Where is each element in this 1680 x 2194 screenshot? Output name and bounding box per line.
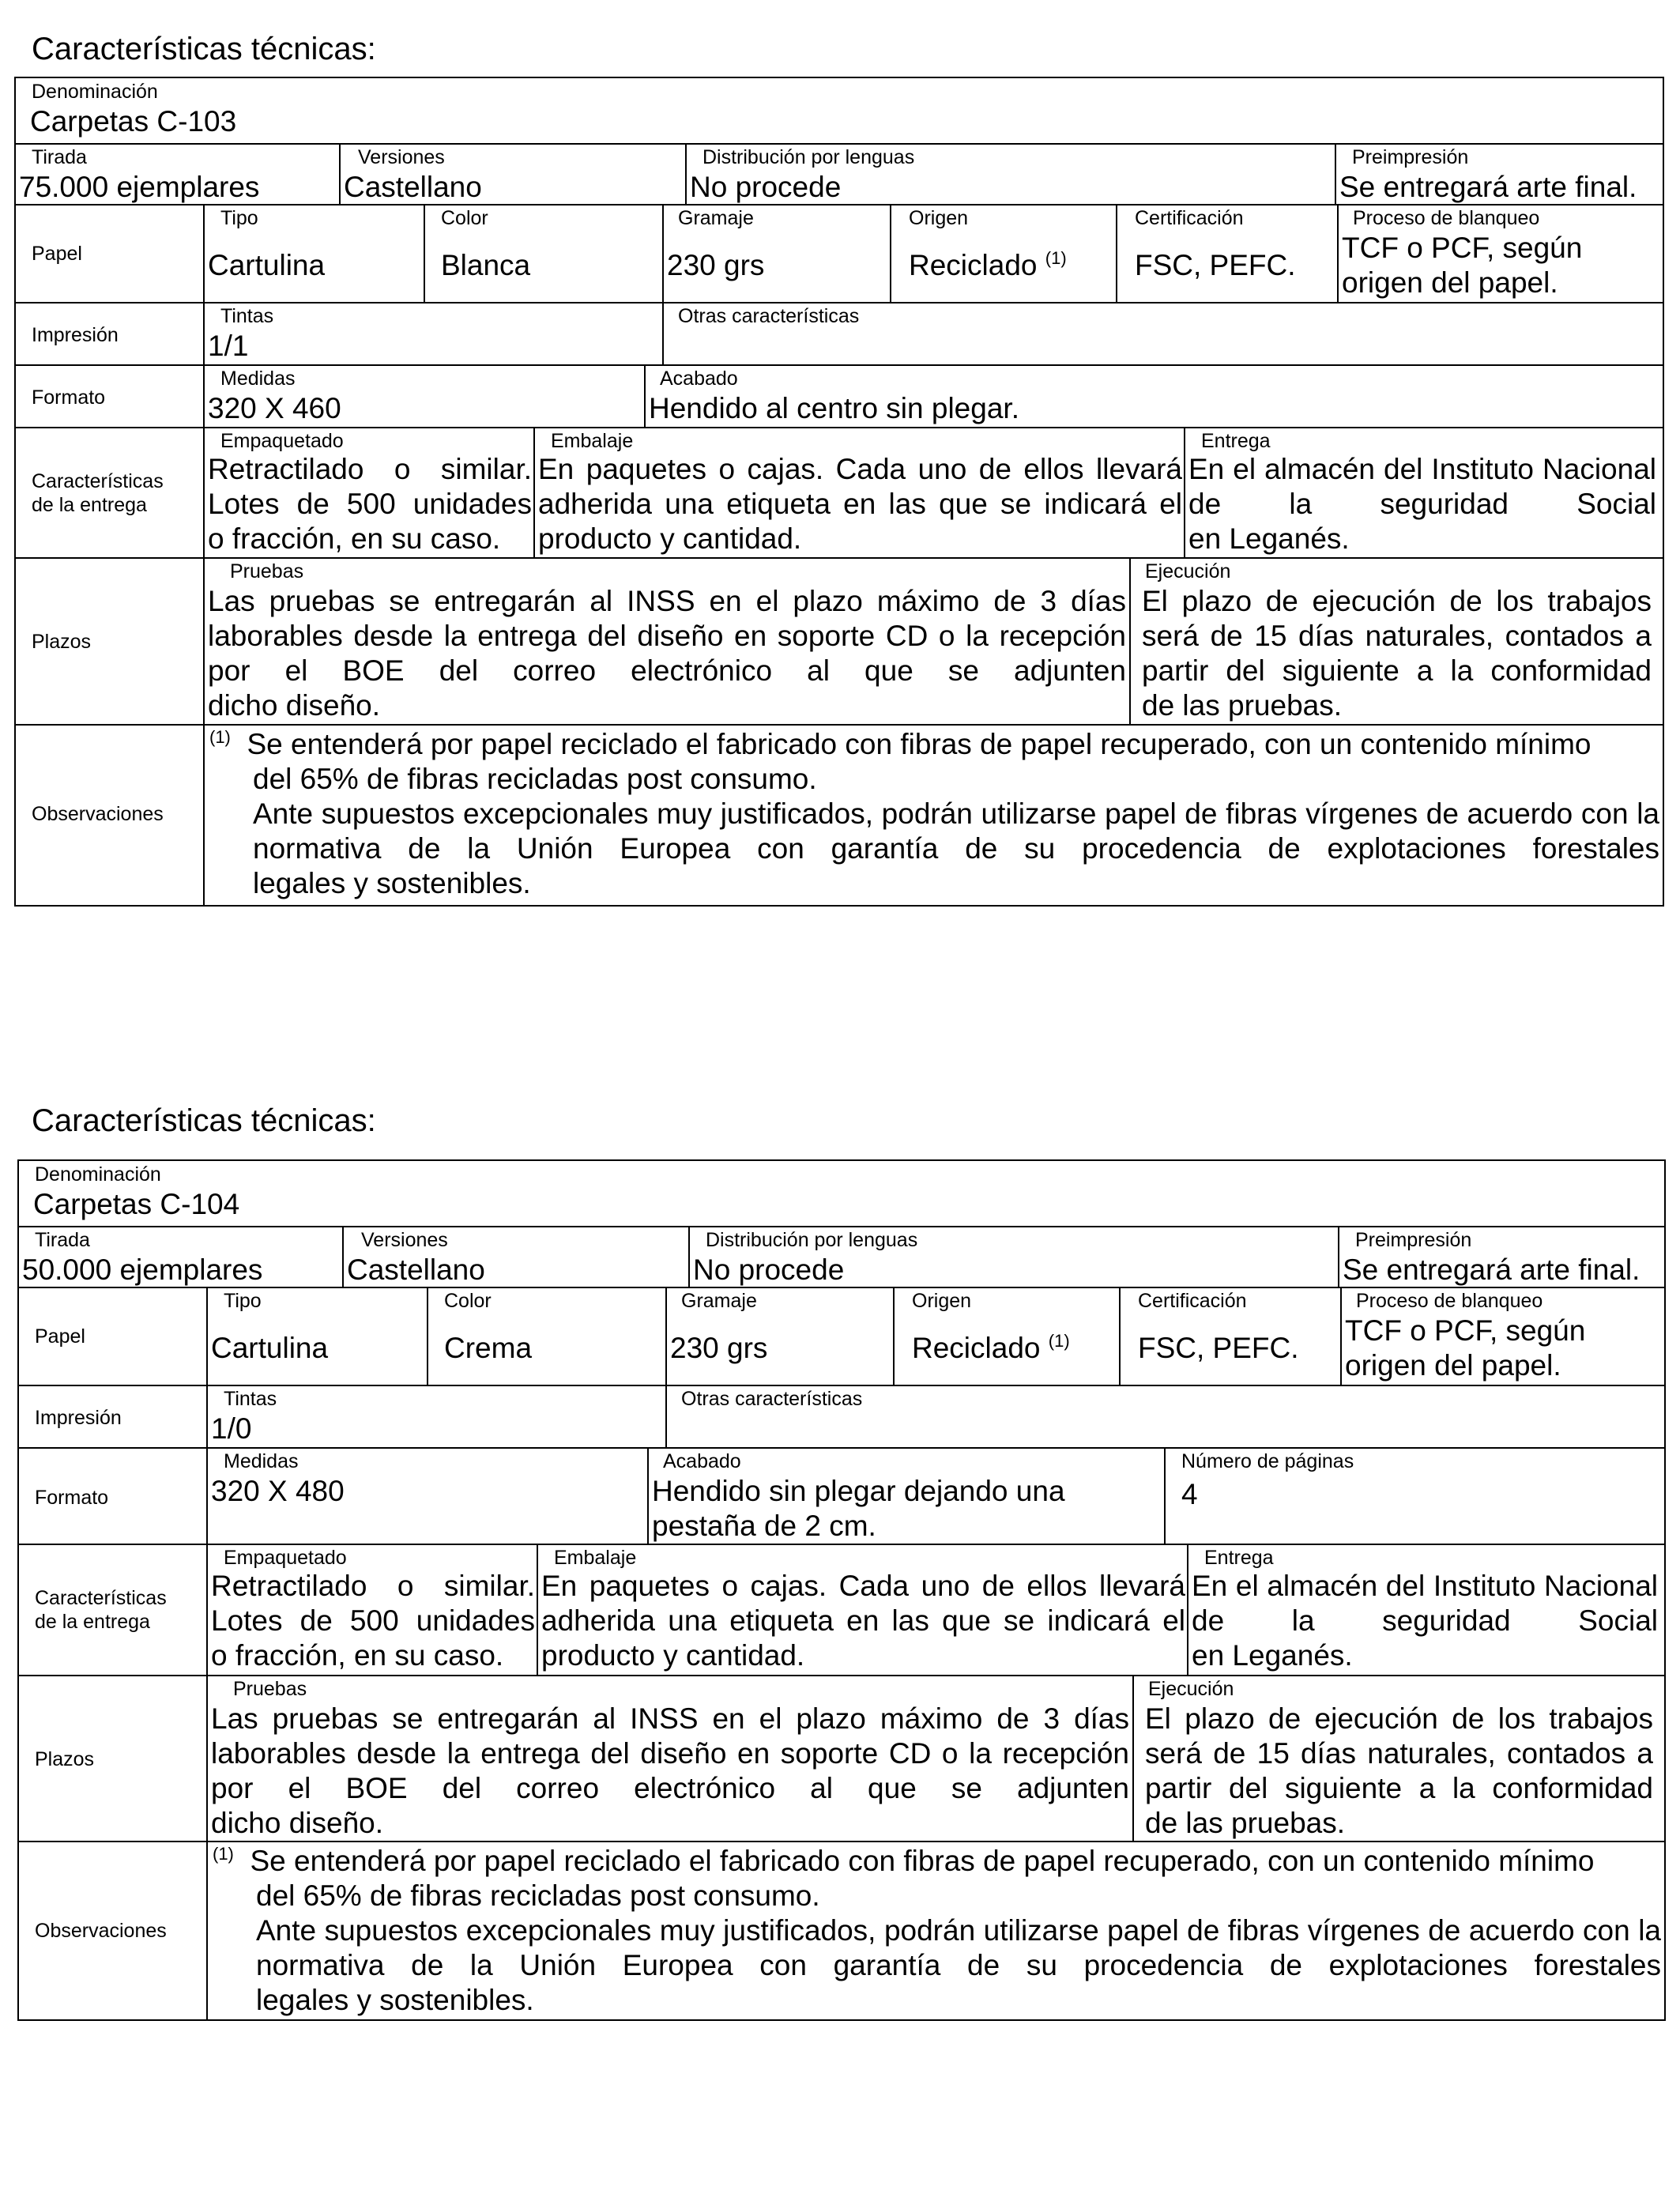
cell-paginas	[1164, 1449, 1664, 1544]
tirada-label: Tirada	[32, 146, 87, 168]
embalaje-value	[541, 1569, 1185, 1673]
tintas-value: 1/1	[208, 330, 249, 362]
pruebas-text-last: dicho diseño.	[211, 1807, 384, 1839]
origen-footnote-ref: (1)	[1045, 248, 1067, 268]
section-heading: Características técnicas:	[32, 1103, 376, 1138]
obs-text-1: Se entenderá por papel reciclado el fabricado con fibras de papel recuperado, con un contenido mínimo	[250, 1845, 1595, 1877]
empaquetado-text-last: o fracción, en su caso.	[208, 522, 501, 555]
obs-footnote-ref: (1)	[209, 727, 231, 747]
entrega-row-label-2: de la entrega	[35, 1611, 150, 1633]
empaquetado-label: Empaquetado	[220, 430, 344, 452]
acabado-value: Hendido al centro sin plegar.	[649, 392, 1019, 424]
cell-entrega	[1187, 1545, 1664, 1675]
preimpresion-label: Preimpresión	[1355, 1229, 1472, 1251]
entrega-row-label-2: de la entrega	[32, 494, 147, 516]
pruebas-label: Pruebas	[230, 560, 304, 582]
spec-table	[17, 1159, 1666, 2021]
observaciones-value	[213, 1844, 1661, 2018]
plazos-row-label: Plazos	[32, 631, 92, 653]
acabado-value-1: Hendido sin plegar dejando una	[652, 1475, 1065, 1507]
color-label: Color	[444, 1290, 492, 1312]
pruebas-text: Las pruebas se entregarán al INSS en el plazo máximo de 3 días laborables desde la entrega del diseño en soporte CD o la recepción por el BOE del correo electrónico al que se adjunten	[208, 585, 1126, 687]
obs-text-1: Se entenderá por papel reciclado el fabricado con fibras de papel recuperado, con un contenido mínimo	[247, 728, 1591, 760]
pruebas-text-last: dicho diseño.	[208, 689, 381, 722]
blanqueo-value-1: TCF o PCF, según	[1342, 232, 1583, 264]
cell-versiones	[342, 1227, 688, 1287]
tirada-value: 50.000 ejemplares	[22, 1253, 263, 1286]
denominacion-label: Denominación	[32, 81, 158, 103]
row-impresion	[19, 1385, 1664, 1447]
row-papel	[19, 1287, 1664, 1385]
denominacion-value: Carpetas C-104	[33, 1188, 240, 1220]
cell-observaciones	[206, 1842, 1664, 2019]
preimpresion-value: Se entregará arte final.	[1339, 171, 1637, 203]
versiones-value: Castellano	[344, 171, 482, 203]
paginas-value: 4	[1181, 1478, 1198, 1510]
obs-text-2: del 65% de fibras recicladas post consumo.	[256, 1879, 820, 1912]
cell-gramaje	[665, 1288, 893, 1385]
obs-text-4: legales y sostenibles.	[253, 867, 531, 899]
cell-blanqueo	[1340, 1288, 1664, 1385]
medidas-value: 320 X 460	[208, 392, 341, 424]
blanqueo-label: Proceso de blanqueo	[1356, 1290, 1543, 1312]
denominacion-label: Denominación	[35, 1163, 161, 1186]
origen-text: Reciclado	[909, 249, 1038, 281]
obs-text-4: legales y sostenibles.	[256, 1984, 534, 2016]
origen-value	[912, 1331, 1070, 1366]
formato-row-label: Formato	[32, 386, 106, 409]
acabado-label: Acabado	[660, 368, 738, 390]
ejecucion-text-last: de las pruebas.	[1145, 1807, 1346, 1839]
gramaje-value: 230 grs	[667, 249, 765, 281]
tipo-label: Tipo	[224, 1290, 262, 1312]
ejecucion-text: El plazo de ejecución de los trabajos será de 15 días naturales, contados a partir del siguiente a la conformidad	[1145, 1702, 1653, 1804]
observaciones-row-label: Observaciones	[32, 803, 164, 825]
tipo-label: Tipo	[220, 207, 258, 229]
row-tirada	[19, 1226, 1664, 1287]
tirada-value: 75.000 ejemplares	[19, 171, 260, 203]
ejecucion-text: El plazo de ejecución de los trabajos será de 15 días naturales, contados a partir del siguiente a la conformidad	[1142, 585, 1652, 687]
obs-line-1	[213, 1844, 1661, 1879]
entrega-value	[1192, 1569, 1658, 1673]
acabado-label: Acabado	[663, 1450, 741, 1472]
cell-medidas	[206, 1449, 647, 1544]
blanqueo-value-1: TCF o PCF, según	[1345, 1314, 1586, 1347]
empaquetado-value	[211, 1569, 535, 1673]
row-plazos	[19, 1675, 1664, 1841]
section-heading: Características técnicas:	[32, 32, 376, 66]
distribucion-value: No procede	[690, 171, 842, 203]
row-formato	[19, 1447, 1664, 1544]
distribucion-label: Distribución por lenguas	[703, 146, 915, 168]
pruebas-label: Pruebas	[233, 1678, 307, 1700]
papel-row-label: Papel	[32, 243, 82, 265]
ejecucion-label: Ejecución	[1148, 1678, 1234, 1700]
obs-text-3: Ante supuestos excepcionales muy justificados, podrán utilizarse papel de fibras vírgenes de acuerdo con la normativa de la Unión Europea con garantía de su procedencia de explotaciones forestales	[253, 797, 1659, 865]
certificacion-value: FSC, PEFC.	[1135, 249, 1296, 281]
empaquetado-text-last: o fracción, en su caso.	[211, 1639, 504, 1672]
empaquetado-text: Retractilado o similar. Lotes de 500 unidades	[208, 453, 532, 520]
cell-empaquetado	[206, 1545, 537, 1675]
entrega-row-label	[35, 1586, 167, 1634]
row-denominacion	[19, 1161, 1664, 1226]
gramaje-label: Gramaje	[678, 207, 754, 229]
medidas-label: Medidas	[224, 1450, 299, 1472]
blanqueo-label: Proceso de blanqueo	[1353, 207, 1540, 229]
empaquetado-text: Retractilado o similar. Lotes de 500 unidades	[211, 1570, 535, 1637]
color-value: Blanca	[441, 249, 531, 281]
cell-ejecucion	[1132, 1676, 1664, 1841]
preimpresion-label: Preimpresión	[1352, 146, 1469, 168]
obs-text-3: Ante supuestos excepcionales muy justificados, podrán utilizarse papel de fibras vírgenes de acuerdo con la normativa de la Unión Europea con garantía de su procedencia de explotaciones forestales	[256, 1914, 1661, 1981]
cell-tipo	[206, 1288, 427, 1385]
cell-preimpresion	[1338, 1227, 1664, 1287]
cell-origen	[893, 1288, 1119, 1385]
certificacion-label: Certificación	[1138, 1290, 1247, 1312]
versiones-value: Castellano	[347, 1253, 485, 1286]
otras-label: Otras características	[681, 1388, 863, 1410]
tintas-label: Tintas	[220, 305, 274, 327]
cell-color	[427, 1288, 665, 1385]
origen-footnote-ref: (1)	[1048, 1331, 1070, 1351]
tipo-value: Cartulina	[208, 249, 326, 281]
origen-text: Reciclado	[912, 1332, 1041, 1364]
formato-row-label: Formato	[35, 1487, 109, 1509]
cell-acabado	[647, 1449, 1164, 1544]
certificacion-label: Certificación	[1135, 207, 1244, 229]
entrega-row-label-1: Características	[32, 470, 164, 492]
row-observaciones	[19, 1841, 1664, 2019]
denominacion-value: Carpetas C-103	[30, 105, 237, 138]
embalaje-text-last: producto y cantidad.	[541, 1639, 805, 1672]
cell-certificacion	[1119, 1288, 1340, 1385]
embalaje-text-last: producto y cantidad.	[538, 522, 802, 555]
entrega-row-label-1: Características	[35, 1587, 167, 1609]
color-value: Crema	[444, 1332, 533, 1364]
observaciones-row-label: Observaciones	[35, 1920, 167, 1942]
blanqueo-value-2: origen del papel.	[1345, 1349, 1561, 1382]
cell-tirada	[19, 1227, 342, 1287]
blanqueo-value-2: origen del papel.	[1342, 266, 1558, 299]
cell-otras	[665, 1386, 1664, 1447]
entrega-text-last: en Leganés.	[1188, 522, 1350, 555]
tintas-label: Tintas	[224, 1388, 277, 1410]
ejecucion-label: Ejecución	[1145, 560, 1231, 582]
versiones-label: Versiones	[361, 1229, 448, 1251]
ejecucion-text-last: de las pruebas.	[1142, 689, 1343, 722]
tirada-label: Tirada	[35, 1229, 90, 1251]
tintas-value: 1/0	[211, 1412, 252, 1445]
acabado-value-2: pestaña de 2 cm.	[652, 1510, 876, 1542]
obs-para-2	[213, 1913, 1661, 2018]
origen-label: Origen	[909, 207, 969, 229]
medidas-value: 320 X 480	[211, 1475, 345, 1507]
cell-distribucion	[688, 1227, 1338, 1287]
pruebas-value	[211, 1702, 1129, 1841]
obs-footnote-ref: (1)	[213, 1844, 234, 1864]
paginas-label: Número de páginas	[1181, 1450, 1354, 1472]
embalaje-text: En paquetes o cajas. Cada uno de ellos llevará adherida una etiqueta en las que se indicará el	[538, 453, 1182, 520]
impresion-row-label: Impresión	[32, 324, 119, 346]
versiones-label: Versiones	[358, 146, 445, 168]
entrega-label: Entrega	[1204, 1547, 1274, 1569]
empaquetado-label: Empaquetado	[224, 1547, 347, 1569]
gramaje-label: Gramaje	[681, 1290, 757, 1312]
gramaje-value: 230 grs	[670, 1332, 768, 1364]
pruebas-text: Las pruebas se entregarán al INSS en el plazo máximo de 3 días laborables desde la entrega del diseño en soporte CD o la recepción por el BOE del correo electrónico al que se adjunten	[211, 1702, 1129, 1804]
entrega-text: En el almacén del Instituto Nacional de la seguridad Social	[1188, 453, 1656, 520]
cell-embalaje	[537, 1545, 1187, 1675]
entrega-text-last: en Leganés.	[1192, 1639, 1353, 1672]
embalaje-text: En paquetes o cajas. Cada uno de ellos llevará adherida una etiqueta en las que se indicará el	[541, 1570, 1185, 1637]
embalaje-label: Embalaje	[551, 430, 634, 452]
entrega-text: En el almacén del Instituto Nacional de la seguridad Social	[1192, 1570, 1658, 1637]
embalaje-label: Embalaje	[554, 1547, 637, 1569]
impresion-row-label: Impresión	[35, 1407, 122, 1429]
certificacion-value: FSC, PEFC.	[1138, 1332, 1299, 1364]
origen-label: Origen	[912, 1290, 972, 1312]
obs-text-2: del 65% de fibras recicladas post consumo.	[253, 763, 817, 795]
plazos-row-label: Plazos	[35, 1748, 95, 1770]
preimpresion-value: Se entregará arte final.	[1343, 1253, 1640, 1286]
papel-row-label: Papel	[35, 1325, 85, 1348]
otras-label: Otras características	[678, 305, 860, 327]
distribucion-label: Distribución por lenguas	[706, 1229, 918, 1251]
row-entrega	[19, 1544, 1664, 1675]
cell-pruebas	[206, 1676, 1132, 1841]
entrega-label: Entrega	[1201, 430, 1271, 452]
distribucion-value: No procede	[693, 1253, 845, 1286]
medidas-label: Medidas	[220, 368, 296, 390]
tipo-value: Cartulina	[211, 1332, 329, 1364]
ejecucion-value	[1145, 1702, 1653, 1841]
cell-tintas	[206, 1386, 665, 1447]
color-label: Color	[441, 207, 488, 229]
